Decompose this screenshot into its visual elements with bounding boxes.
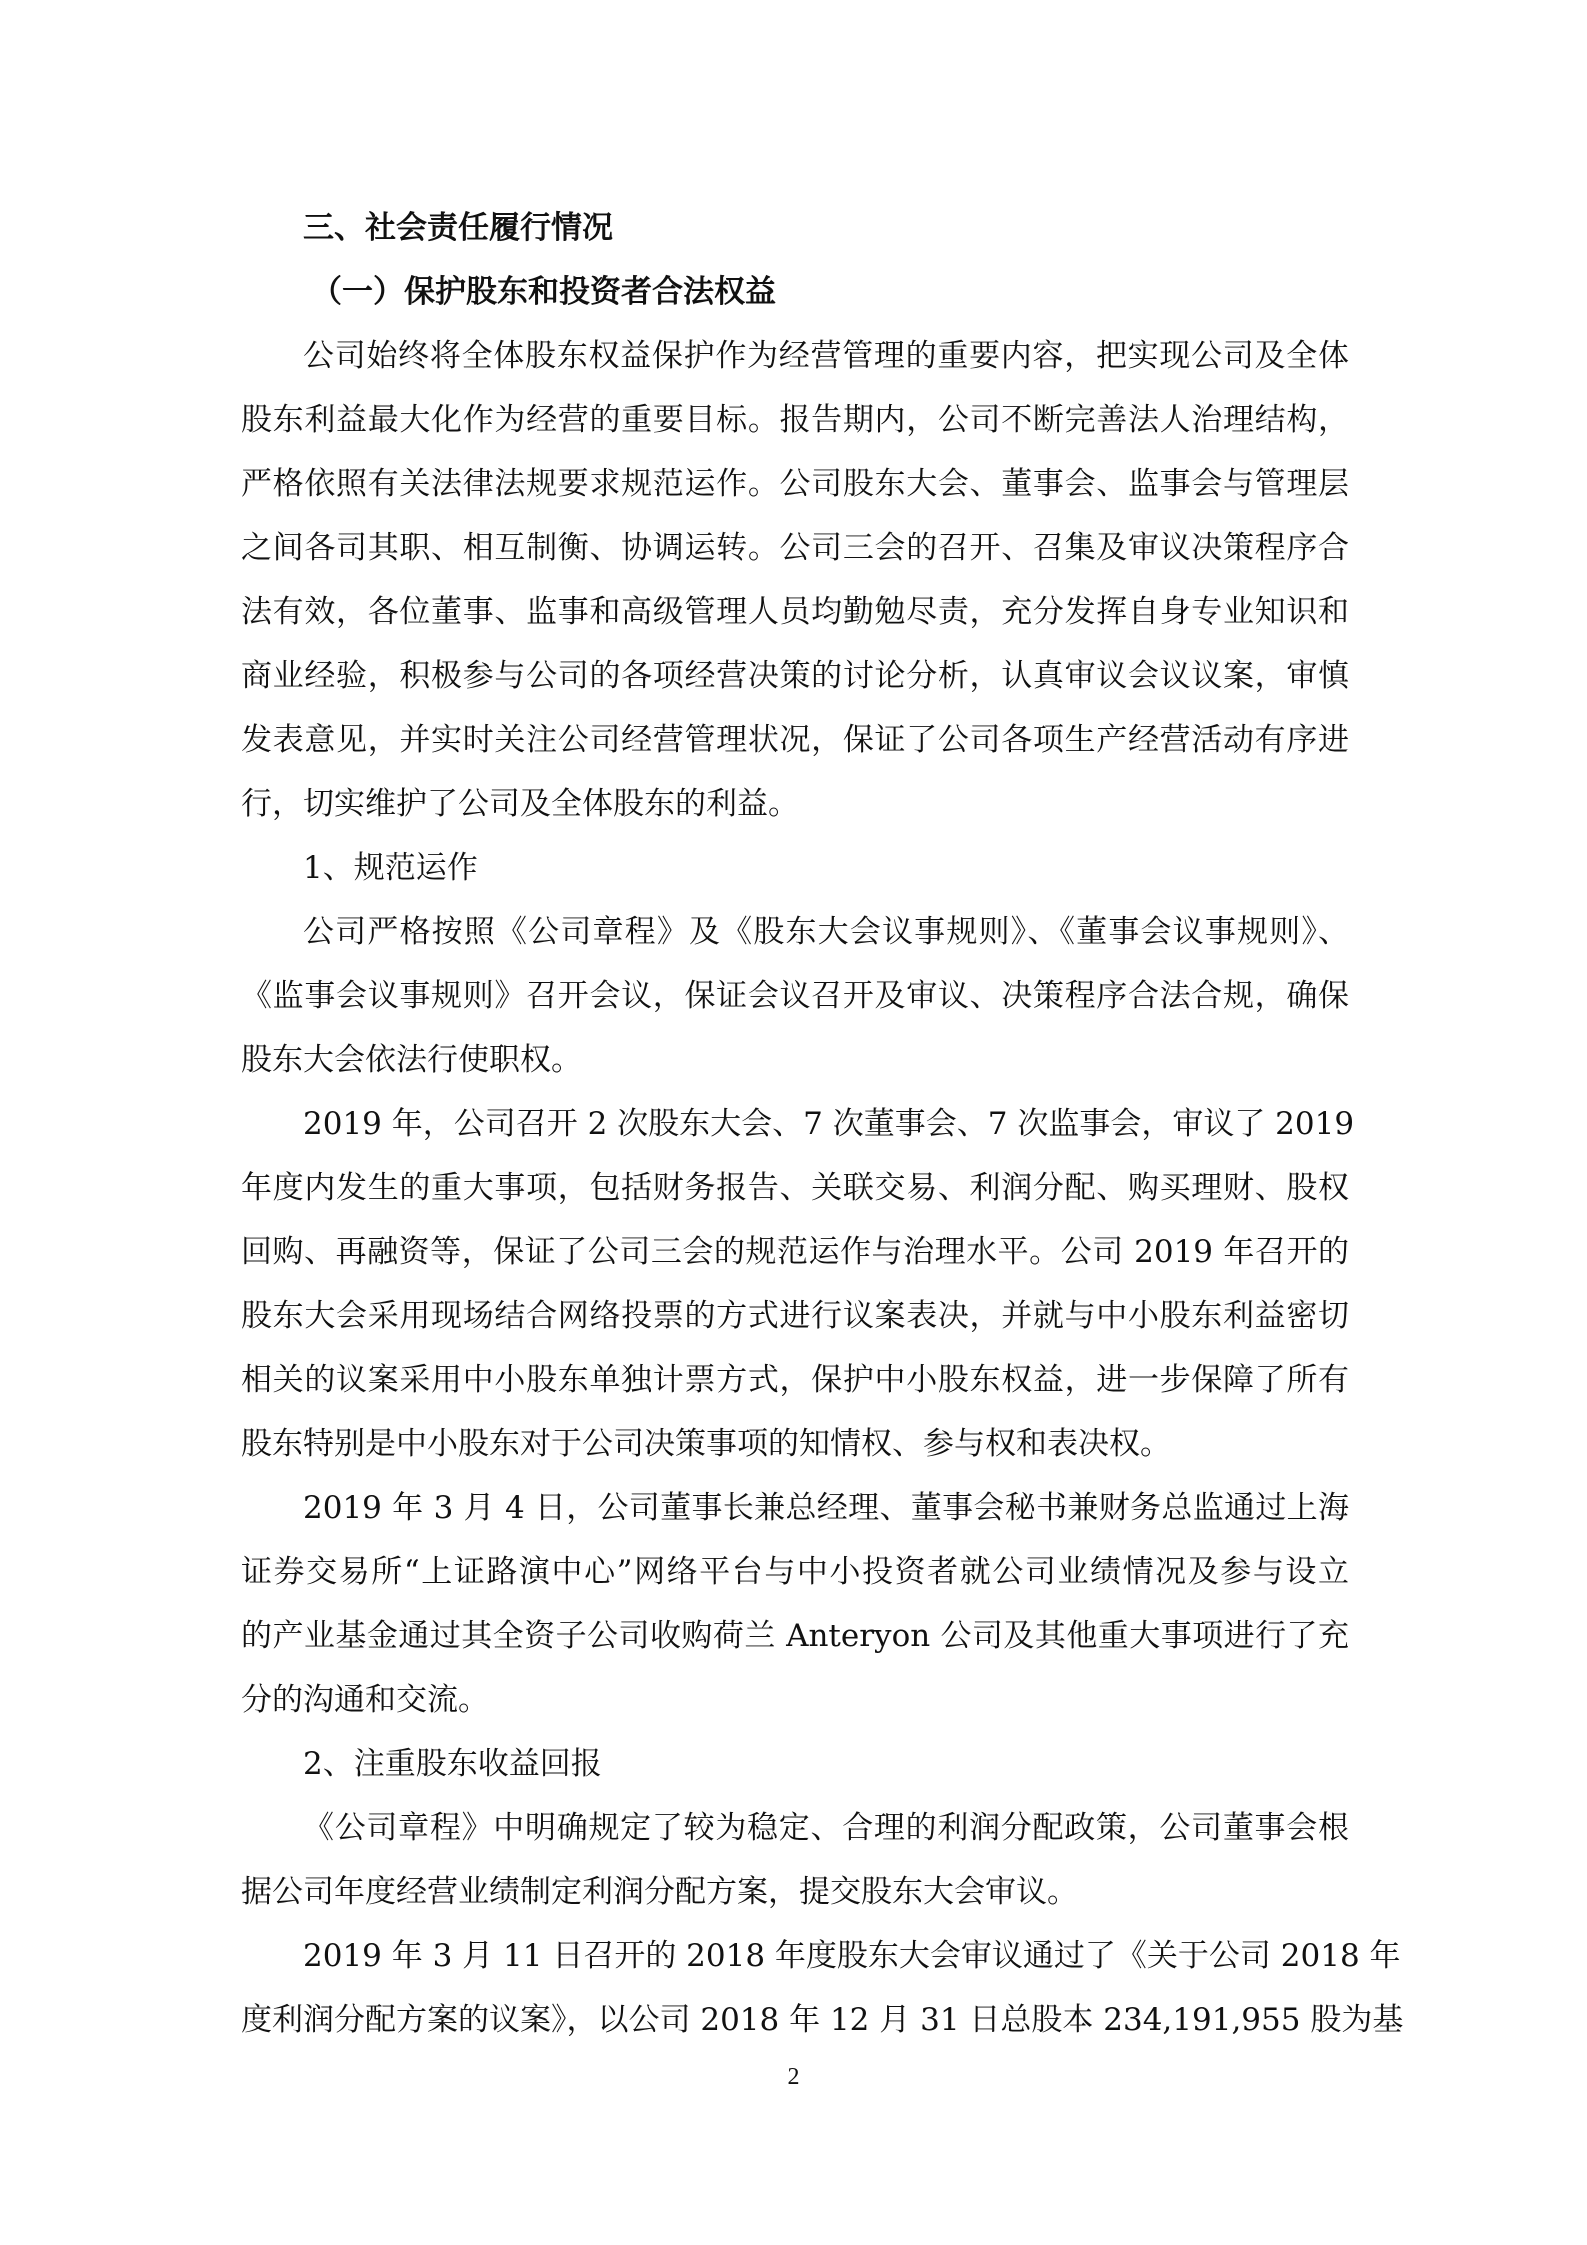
text-line: 商业经验，积极参与公司的各项经营决策的讨论分析，认真审议会议议案，审慎 bbox=[241, 658, 1349, 694]
section-title: 三、社会责任履行情况 bbox=[303, 210, 613, 246]
text-line: 股东利益最大化作为经营的重要目标。报告期内，公司不断完善法人治理结构， bbox=[241, 402, 1349, 438]
page-number: 2 bbox=[787, 2064, 800, 2090]
text-line: 度利润分配方案的议案》，以公司 2018 年 12 月 31 日总股本 234,191,955 股为基 bbox=[241, 2002, 1404, 2038]
item-heading-shareholder-returns: 2、注重股东收益回报 bbox=[303, 1746, 602, 1782]
text-line: 相关的议案采用中小股东单独计票方式，保护中小股东权益，进一步保障了所有 bbox=[241, 1362, 1349, 1398]
text-line: 之间各司其职、相互制衡、协调运转。公司三会的召开、召集及审议决策程序合 bbox=[241, 530, 1349, 566]
text-line: 的产业基金通过其全资子公司收购荷兰 Anteryon 公司及其他重大事项进行了充 bbox=[241, 1618, 1349, 1654]
page-content bbox=[241, 196, 1404, 2052]
text-line: 分的沟通和交流。 bbox=[241, 1682, 489, 1718]
text-line: 股东特别是中小股东对于公司决策事项的知情权、参与权和表决权。 bbox=[241, 1426, 1171, 1462]
text-line: 证券交易所“上证路演中心”网络平台与中小投资者就公司业绩情况及参与设立 bbox=[241, 1554, 1349, 1590]
text-line: 行，切实维护了公司及全体股东的利益。 bbox=[241, 786, 799, 822]
paragraph-2018-dividend bbox=[241, 1924, 1404, 2052]
text-line: 年度内发生的重大事项，包括财务报告、关联交易、利润分配、购买理财、股权 bbox=[241, 1170, 1349, 1206]
text-line: 法有效，各位董事、监事和高级管理人员均勤勉尽责，充分发挥自身专业知识和 bbox=[241, 594, 1349, 630]
text-line: 2019 年 3 月 11 日召开的 2018 年度股东大会审议通过了《关于公司 2018 年 bbox=[303, 1938, 1401, 1974]
text-line: 严格依照有关法律法规要求规范运作。公司股东大会、董事会、监事会与管理层 bbox=[241, 466, 1349, 502]
text-line: 《监事会议事规则》召开会议，保证会议召开及审议、决策程序合法合规，确保 bbox=[241, 978, 1349, 1014]
item-heading-standard-operation: 1、规范运作 bbox=[303, 850, 478, 886]
paragraph-roadshow bbox=[241, 1476, 1349, 1732]
text-line: 《公司章程》中明确规定了较为稳定、合理的利润分配政策，公司董事会根 bbox=[303, 1810, 1349, 1846]
text-line: 股东大会采用现场结合网络投票的方式进行议案表决，并就与中小股东利益密切 bbox=[241, 1298, 1349, 1334]
paragraph-rules bbox=[241, 900, 1349, 1092]
text-line: 股东大会依法行使职权。 bbox=[241, 1042, 582, 1078]
paragraph-shareholder-protection bbox=[241, 324, 1349, 836]
text-line: 据公司年度经营业绩制定利润分配方案，提交股东大会审议。 bbox=[241, 1874, 1078, 1910]
text-line: 发表意见，并实时关注公司经营管理状况，保证了公司各项生产经营活动有序进 bbox=[241, 722, 1349, 758]
text-line: 2019 年，公司召开 2 次股东大会、7 次董事会、7 次监事会，审议了 2019 bbox=[303, 1106, 1355, 1142]
subsection-title: （一）保护股东和投资者合法权益 bbox=[311, 274, 776, 310]
paragraph-dividend-policy bbox=[241, 1796, 1349, 1924]
text-line: 2019 年 3 月 4 日，公司董事长兼总经理、董事会秘书兼财务总监通过上海 bbox=[303, 1490, 1349, 1526]
paragraph-meetings-2019 bbox=[241, 1092, 1355, 1476]
text-line: 公司始终将全体股东权益保护作为经营管理的重要内容，把实现公司及全体 bbox=[303, 338, 1349, 374]
text-line: 公司严格按照《公司章程》及《股东大会议事规则》、《董事会议事规则》、 bbox=[303, 914, 1349, 950]
text-line: 回购、再融资等，保证了公司三会的规范运作与治理水平。公司 2019 年召开的 bbox=[241, 1234, 1349, 1270]
